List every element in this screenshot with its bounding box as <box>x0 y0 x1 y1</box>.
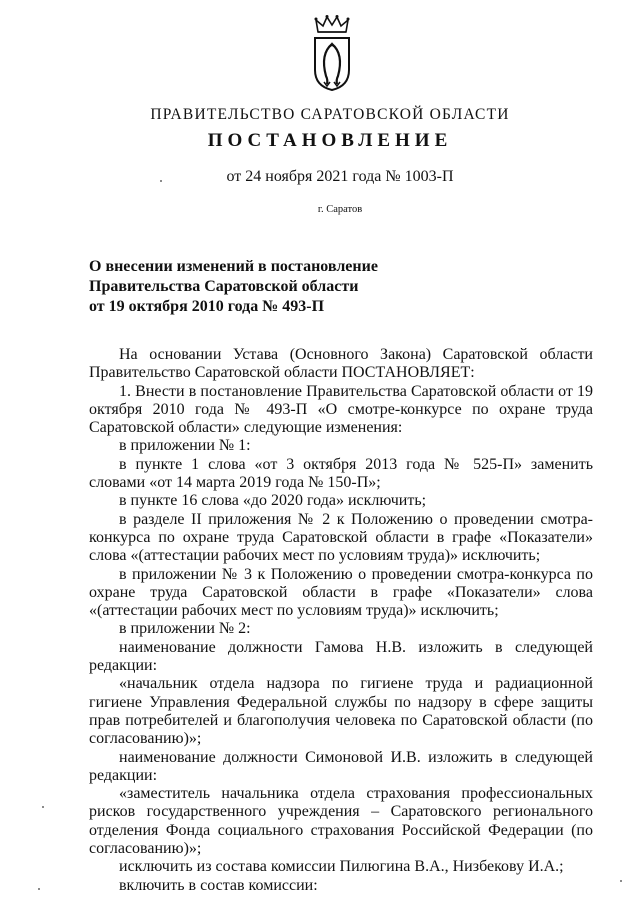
body-paragraph: в разделе II приложения № 2 к Положению о проведении смотра-конкурса по охране труда Саратовской области в графе «Показатели» слова «(аттестации рабочих мест по условиям труда)» исключить; <box>89 510 593 565</box>
body-paragraph: в приложении № 3 к Положению о проведении смотра-конкурса по охране труда Саратовской области в графе «Показатели» слова «(аттестации рабочих мест по условиям труда)» исключить; <box>89 565 593 620</box>
subject-line: от 19 октября 2010 года № 493-П <box>89 298 325 315</box>
document-city: г. Саратов <box>317 204 363 215</box>
document-body <box>89 346 593 895</box>
body-paragraph: наименование должности Симоновой И.В. изложить в следующей редакции: <box>89 748 593 784</box>
body-paragraph: в пункте 16 слова «до 2020 года» исключить; <box>119 492 427 510</box>
body-paragraph: исключить из состава комиссии Пилюгина В.А., Низбекову И.А.; <box>119 858 564 876</box>
body-paragraph: в приложении № 1: <box>119 437 251 455</box>
saratov-coat-of-arms-icon <box>312 14 352 92</box>
subject-line: Правительства Саратовской области <box>89 278 359 295</box>
body-paragraph: 1. Внести в постановление Правительства Саратовской области от 19 октября 2010 года № 493-П «О смотре-конкурсе по охране труда Саратовской области» следующие изменения: <box>89 382 593 437</box>
body-paragraph: «заместитель начальника отдела страхования профессиональных рисков государственного учреждения – Саратовского регионального отделения Фонда социального страхования Российской Федерации (по согласованию)»; <box>89 785 593 858</box>
body-paragraph: На основании Устава (Основного Закона) Саратовской области Правительство Саратовской области ПОСТАНОВЛЯЕТ: <box>89 346 593 382</box>
body-paragraph: в приложении № 2: <box>119 620 251 638</box>
document-subject <box>89 257 409 317</box>
body-paragraph: в пункте 1 слова «от 3 октября 2013 года № 525-П» заменить словами «от 14 марта 2019 года № 150-П»; <box>89 455 593 492</box>
body-paragraph: «начальник отдела надзора по гигиене труда и радиационной гигиене Управления Федеральной службы по надзору в сфере защиты прав потребителей и благополучия человека по Саратовской области (по согласованию)»; <box>89 675 593 748</box>
subject-line: О внесении изменений в постановление <box>89 258 378 275</box>
document-type: ПОСТАНОВЛЕНИЕ <box>207 130 453 151</box>
organization-name: ПРАВИТЕЛЬСТВО САРАТОВСКОЙ ОБЛАСТИ <box>150 106 510 123</box>
document-date: от 24 ноября 2021 года № 1003-П <box>226 168 454 185</box>
body-paragraph: включить в состав комиссии: <box>119 876 318 894</box>
body-paragraph: наименование должности Гамова Н.В. изложить в следующей редакции: <box>89 638 593 675</box>
